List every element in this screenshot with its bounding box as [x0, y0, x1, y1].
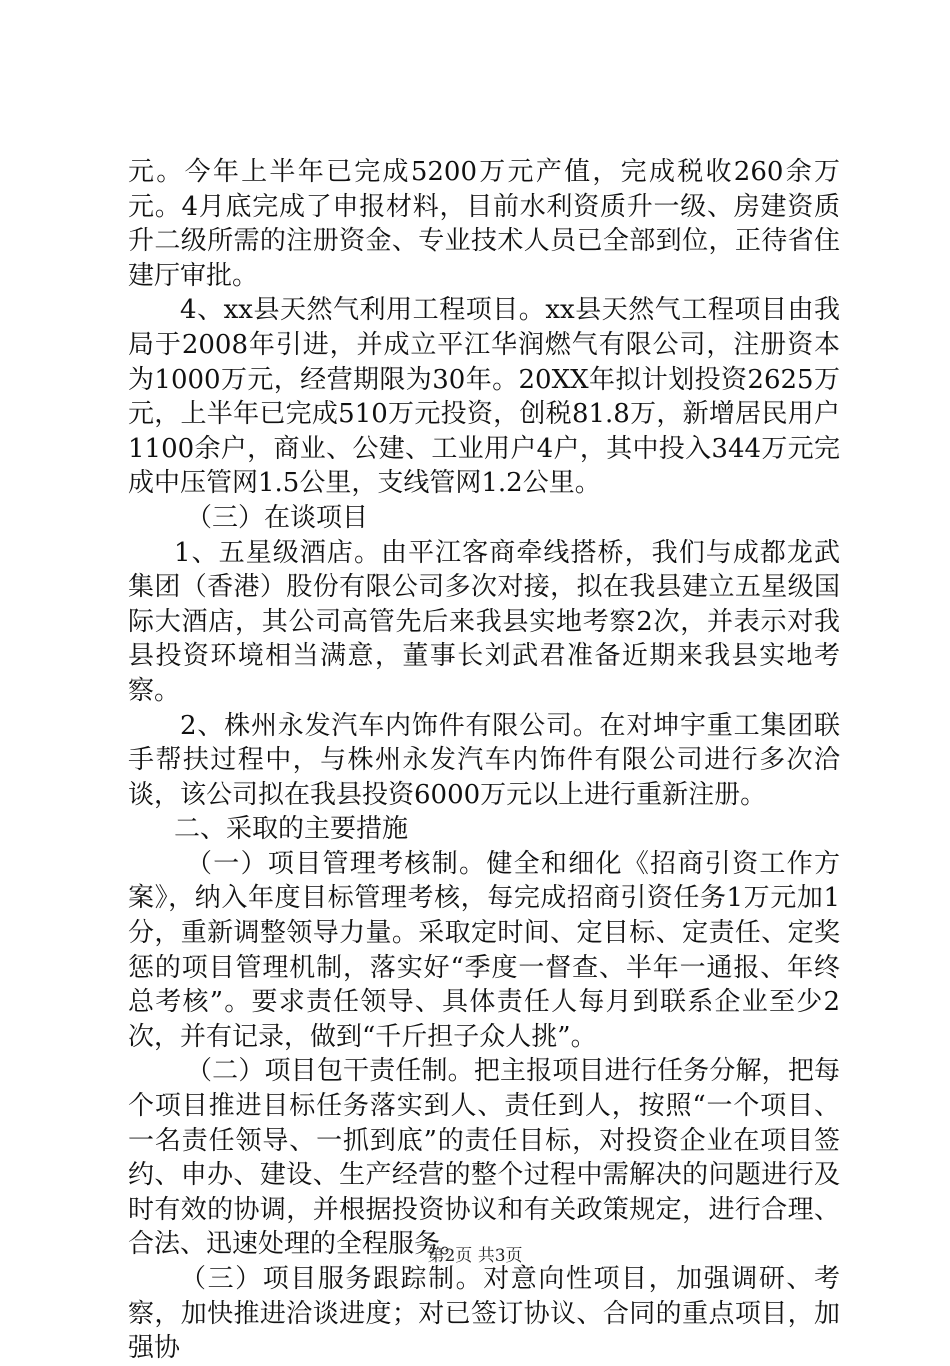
paragraph-measure-assessment: （一）项目管理考核制。健全和细化《招商引资工作方案》，纳入年度目标管理考核，每完成招商引资任务1万元加1分，重新调整领导力量。采取定时间、定目标、定责任、定奖惩的项目管理机制，落实好“季度一督查、半年一通报、年终总考核”。要求责任领导、具体责任人每月到联系企业至少2次，并有记录，做到“千斤担子众人挑”。 — [128, 848, 840, 1052]
section-heading-main-measures: 二、采取的主要措施 — [174, 814, 409, 845]
paragraph-continuation: 元。今年上半年已完成5200万元产值，完成税收260余万元。4月底完成了申报材料，目前水利资质升一级、房建资质升二级所需的注册资金、专业技术人员已全部到位，正待省住建厅审批。 — [128, 157, 840, 291]
paragraph-zhuzhou-yongfa: 2、株州永发汽车内饰件有限公司。在对坤宇重工集团联手帮扶过程中，与株州永发汽车内饰件有限公司进行多次洽谈，该公司拟在我县投资6000万元以上进行重新注册。 — [128, 710, 840, 810]
paragraph-five-star-hotel: 1、五星级酒店。由平江客商牵线搭桥，我们与成都龙武集团（香港）股份有限公司多次对接，拟在我县建立五星级国际大酒店，其公司高管先后来我县实地考察2次，并表示对我县投资环境相当满意，董事长刘武君准备近期来我县实地考察。 — [128, 537, 840, 706]
paragraph-gas-project: 4、xx县天然气利用工程项目。xx县天然气工程项目由我局于2008年引进，并成立平江华润燃气有限公司，注册资本为1000万元，经营期限为30年。20XX年拟计划投资2625万元，上半年已完成510万元投资，创税81.8万，新增居民用户1100余户，商业、公建、工业用户4户，其中投入344万元完成中压管网1.5公里，支线管网1.2公里。 — [128, 295, 840, 499]
paragraph-measure-responsibility: （二）项目包干责任制。把主报项目进行任务分解，把每个项目推进目标任务落实到人、责任到人，按照“一个项目、一名责任领导、一抓到底”的责任目标，对投资企业在项目签约、申办、建设、生产经营的整个过程中需解决的问题进行及时有效的协调，并根据投资协议和有关政策规定，进行合理、合法、迅速处理的全程服务。 — [128, 1056, 840, 1260]
paragraph-measure-tracking: （三）项目服务跟踪制。对意向性项目，加强调研、考察，加快推进洽谈进度；对已签订协议、合同的重点项目，加强协 — [128, 1264, 840, 1364]
document-body — [128, 155, 840, 1366]
page-number-footer: 第2页 共3页 — [427, 1246, 523, 1266]
section-heading-projects-in-talks: （三）在谈项目 — [186, 502, 369, 533]
